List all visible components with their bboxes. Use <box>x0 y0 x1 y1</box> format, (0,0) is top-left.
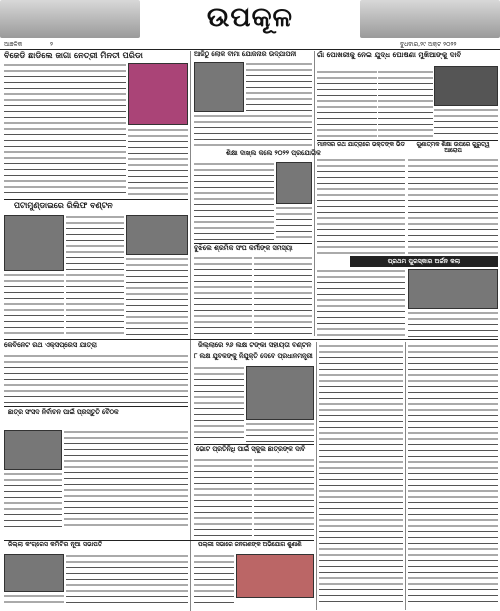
article-body-2 <box>246 62 312 122</box>
masthead-left-artwork <box>0 0 140 38</box>
article-body-5c <box>4 273 64 337</box>
article-body-6b <box>254 256 312 338</box>
article-body-15 <box>66 554 188 606</box>
photo-relief-right <box>126 215 188 255</box>
headline-10: କେବିନେଟ ରଥ ଏକ୍ସପ୍ରେସ ଯାତ୍ରା <box>4 341 97 349</box>
headline-16: ପଲ୍ଲୀ ସଭାରେ ଜନଗଣଙ୍କ ଅଭିଯୋଗ ଶୁଣାଣି <box>198 542 302 548</box>
article-body-7 <box>317 158 405 254</box>
headline-14: ଭୋଟ ପ୍ରତିନିଧି ପାଇଁ ସ୍କୁଲ ଛାତ୍ରଙ୍କ ଦାବି <box>196 445 306 453</box>
photo-ceremony <box>194 62 244 112</box>
article-body-1b <box>128 128 188 198</box>
masthead <box>0 0 500 40</box>
article-body-14 <box>194 458 252 538</box>
article-body-13 <box>64 430 188 530</box>
article-body-5b <box>126 257 188 337</box>
article-body-3b <box>378 70 433 138</box>
separator <box>4 406 188 407</box>
headline-11: ଜିଲ୍ଲାରେ ୨୬ ଲକ୍ଷ ଟଙ୍କା ସହାୟତା ବଣ୍ଟନ <box>198 341 312 349</box>
photo-students-meeting <box>4 430 62 470</box>
photo-gathering <box>236 554 314 598</box>
article-body-4 <box>194 162 274 242</box>
article-body-right-2 <box>408 344 498 606</box>
headline-3: ଗାଁ ପୋଖରୀକୁ ନେଇ ଯୁଦ୍ଧ ଘୋଷଣା ମୁଖିଆଙ୍କୁ ଦାବି <box>317 50 462 59</box>
article-body-4b <box>276 206 312 242</box>
headline-13: ଛାତ୍ର ସଂସଦ ନିର୍ବାଚନ ପାଇଁ ପ୍ରସ୍ତୁତି ବୈଠକ <box>8 408 119 416</box>
article-body-15b <box>4 594 64 606</box>
separator <box>4 339 498 340</box>
photo-politician <box>128 63 188 125</box>
headline-8: ଗୁଣାତ୍ମକ ଶିକ୍ଷା ଉପରେ ଗୁରୁତ୍ୱ ଆରୋପ <box>416 142 490 155</box>
article-body-16 <box>194 554 234 606</box>
column-divider <box>316 342 317 610</box>
photo-award <box>408 269 498 309</box>
issue-date: ବୁଧବାର,୨୯ ଅକ୍ଟ ୨୦୨୨ <box>400 41 457 48</box>
article-body-11 <box>194 366 244 442</box>
headline-5: ପଟାମୁଣ୍ଡାଇରେ ରିଲିଫ ବଣ୍ଟନ <box>14 201 113 210</box>
headline-9: ପ୍ରଥମ ପୁରସ୍କାର ଅର୍ଜନ କଲା <box>350 256 498 267</box>
separator <box>317 140 498 141</box>
newspaper-title: ଉପକୂଳ <box>206 2 294 33</box>
article-body-10 <box>4 354 188 404</box>
headline-15: ଜିଲ୍ଲା କଂଗ୍ରେସ କମିଟିର ନୂଆ ସଭାପତି <box>8 541 103 548</box>
article-body-14b <box>254 458 314 538</box>
column-divider <box>405 342 406 610</box>
article-body-3c <box>434 108 498 138</box>
article-body-1 <box>4 63 126 198</box>
article-body-9 <box>317 269 405 337</box>
separator <box>4 199 188 200</box>
article-body-6 <box>194 256 252 338</box>
photo-students <box>276 162 312 204</box>
headline-1: ବିଜେଡି ଛାଡିଲେ ଜାଗା ନେତ୍ରୀ ମିନତୀ ପରିଡା <box>4 50 143 60</box>
article-body-11b <box>246 422 314 442</box>
photo-relief-left <box>4 215 64 271</box>
headline-2: ଆଜିଠୁ ଲୋକ ବୀମା ଯୋଜନାର ଉଦ୍‌ଯାପନୀ <box>194 50 297 58</box>
photo-congress <box>4 554 64 592</box>
page-number: ୨ <box>50 41 53 48</box>
article-body-8 <box>408 158 498 254</box>
masthead-right-artwork <box>360 0 500 38</box>
article-body-2b <box>194 114 312 148</box>
headline-7: ମାନସର ରଥ ଯାତ୍ରାରେ ଭକ୍ତଙ୍କ ଭିଡ <box>317 142 405 148</box>
headline-4: ଶିକ୍ଷା ଦାଖ୍ଲ କଲେ ୨୦୨୨ ପ୍ରଯୋଗିକ <box>226 149 321 157</box>
column-divider <box>314 51 315 336</box>
article-body-13b <box>4 472 62 530</box>
article-body-right-1 <box>319 344 403 606</box>
headline-6: ବୁଝିଲେ ଶ୍ରମିକ ସଂଘ କର୍ମୀଙ୍କ ସମସ୍ୟା <box>194 244 293 252</box>
article-body-3 <box>317 70 377 138</box>
article-body-5 <box>66 215 124 335</box>
page-label: ଆଞ୍ଚଳିକ <box>4 41 23 48</box>
headline-12: ୮ ଲକ୍ଷ ଯୁବକଙ୍କୁ ନିଯୁକ୍ତି ଦେବେ ପ୍ରଧାନମନ୍ତ୍ରୀ <box>194 352 313 360</box>
photo-meeting <box>246 366 314 420</box>
column-divider <box>190 51 191 611</box>
photo-pond <box>434 66 498 106</box>
article-body-9b <box>408 311 498 337</box>
